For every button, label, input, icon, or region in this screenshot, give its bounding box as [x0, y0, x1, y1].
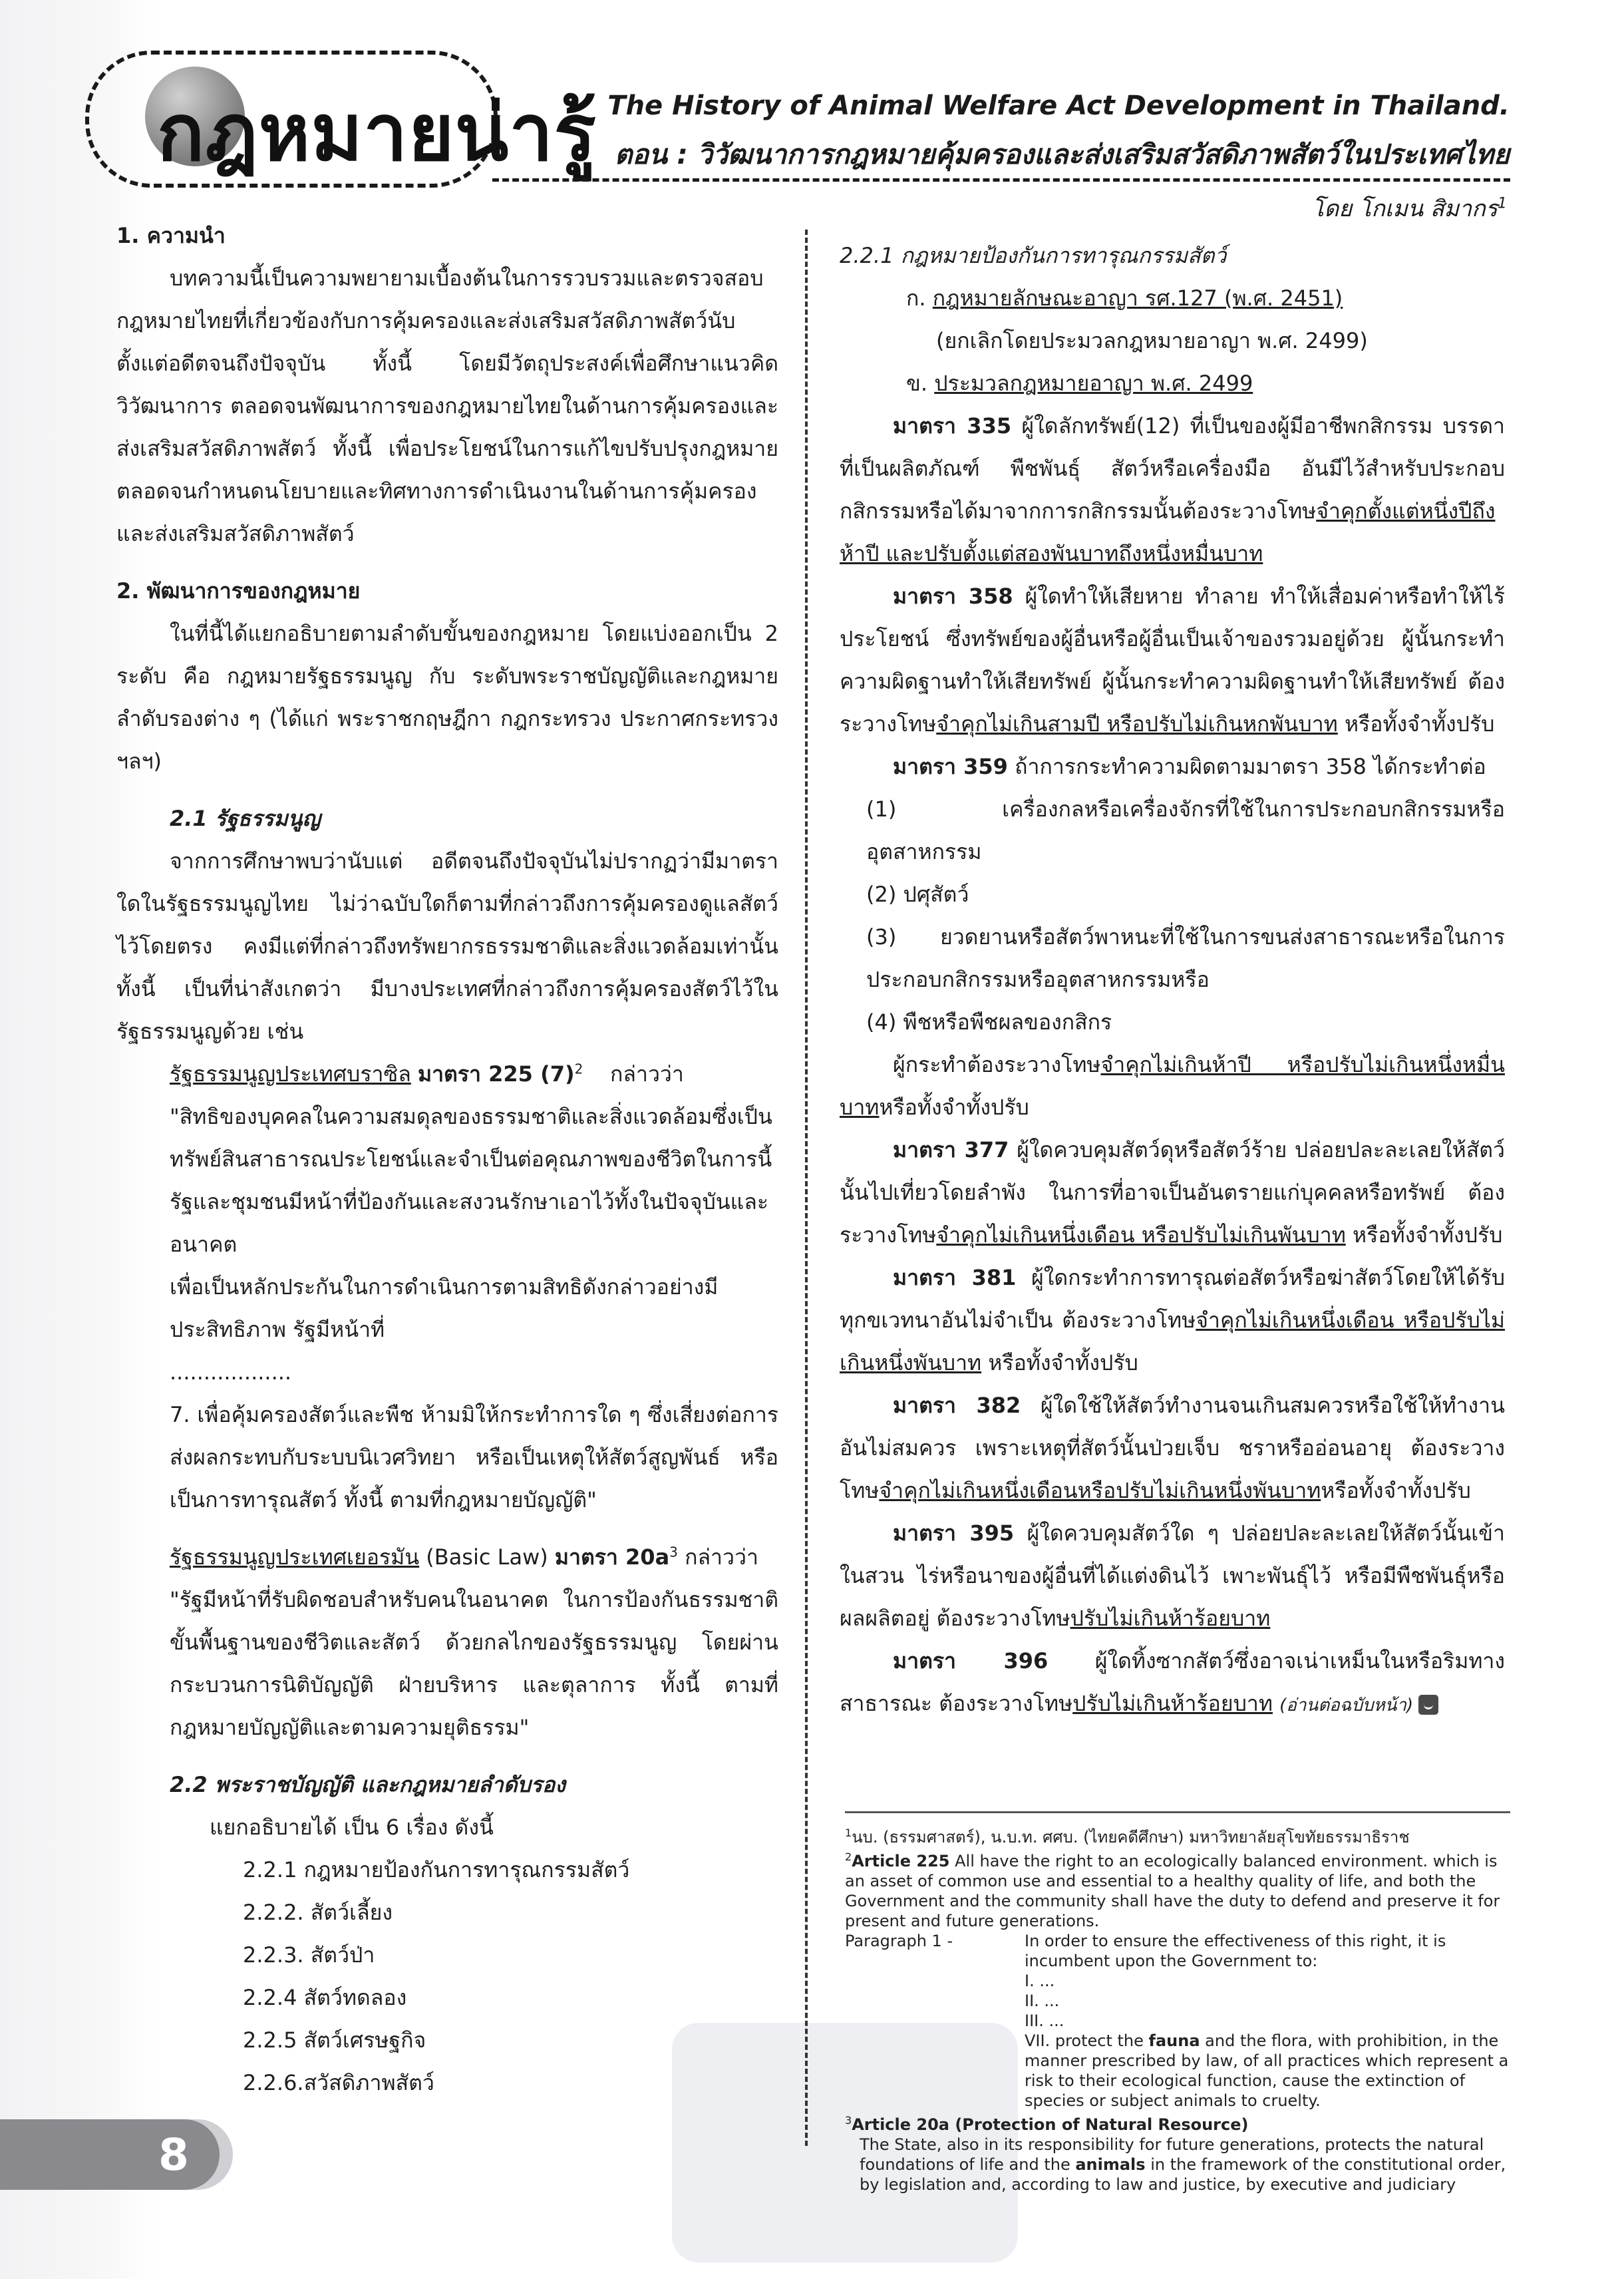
list-item: (1) เครื่องกลหรือเครื่องจักรที่ใช้ในการประกอบกสิกรรมหรืออุตสาหกรรม — [866, 796, 1505, 864]
law-title: ประมวลกฎหมายอาญา พ.ศ. 2499 — [934, 371, 1253, 396]
article-title-th: ตอน : วิวัฒนาการกฎหมายคุ้มครองและส่งเสริมสวัสดิภาพสัตว์ในประเทศไทย — [614, 138, 1510, 170]
article-text: ผู้ใดลักทรัพย์(12) ที่เป็นของผู้มีอาชีพกสิกรรม บรรดาที่เป็นผลิตภัณฑ์ พืชพันธุ์ สัตว์หรือเครื่องมือ อันมีไว้สำหรับประกอบกสิกรรมหรือได้มาจากการกสิกรรมนั้นต้องระวางโทษ — [840, 413, 1505, 524]
column-divider — [805, 230, 808, 2146]
section-358 — [840, 575, 1505, 745]
law-title: กฎหมายลักษณะอาญา รศ.127 (พ.ศ. 2451) — [932, 285, 1343, 311]
footnote-text: in the framework of the constitutional order, by legislation and, according to law and justice, by executive and judiciary — [860, 2155, 1506, 2194]
page-number: 8 — [158, 2129, 189, 2181]
article-text: ผู้ใดทำให้เสียหาย ทำลาย ทำให้เสื่อมค่าหรือทำให้ไร้ประโยชน์ ซึ่งทรัพย์ของผู้อื่นหรือผู้อื่นเป็นเจ้าของรวมอยู่ด้วย ผู้นั้นกระทำความผิดฐานทำให้เสียทรัพย์ ผู้นั้นกระทำความผิดฐานทำให้เสียทรัพย์ ต้องระวางโทษ — [840, 584, 1505, 737]
quote-paragraph: "สิทธิของบุคคลในความสมดุลของธรรมชาติและสิ่งแวดล้อมซึ่งเป็นทรัพย์สินสาธารณประโยชน์และจำเป็นต่อคุณภาพของชีวิตในการนี้ รัฐและชุมชนมีหน้าที่ป้องกันและสงวนรักษาเอาไว้ทั้งในปัจจุบันและอนาคต — [170, 1104, 772, 1257]
byline-footnote-mark: 1 — [1498, 195, 1507, 212]
article-text: หรือทั้งจำทั้งปรับ — [1337, 711, 1495, 737]
constitution-citation-germany — [116, 1536, 778, 1578]
footnote-list-item: II. ... — [1025, 1992, 1060, 2010]
article-text: ผู้กระทำต้องระวางโทษ — [893, 1052, 1101, 1077]
list-item: 2.2.6.สวัสดิภาพสัตว์ — [243, 2070, 434, 2095]
footnote-text: The State, also in its responsibility for future generations, protects the natural foundations of life and the — [860, 2135, 1484, 2174]
section-382 — [840, 1384, 1505, 1512]
article-text: หรือทั้งจำทั้งปรับ — [1321, 1478, 1471, 1503]
citation-said: กล่าวว่า — [610, 1061, 684, 1087]
section-396 — [840, 1640, 1505, 1727]
footnote-text: All have the right to an ecologically balanced environment. which is an asset of common use and essential to a healthy quality of life, and both the Government and the community shall have the duty to defend and preserve it for present and future generations. — [845, 1852, 1500, 1930]
section-359-penalty — [840, 1043, 1505, 1129]
penalty-text: จำคุกไม่เกินหนึ่งเดือน หรือปรับไม่เกินหนึ่งพันบาท — [840, 1308, 1505, 1375]
citation-basic-law: (Basic Law) — [426, 1544, 548, 1570]
quote-paragraph: "รัฐมีหน้าที่รับผิดชอบสำหรับคนในอนาคต ในการป้องกันธรรมชาติขั้นพื้นฐานของชีวิตและสัตว์ ด้วยกลไกของรัฐธรรมนูญ โดยผ่านกระบวนการนิติบัญญัติ ฝ่ายบริหาร และตุลาการ ทั้งนี้ ตามที่กฎหมายบัญญัติและตามความยุติธรรม" — [170, 1587, 778, 1740]
footnote-mark: 3 — [845, 2114, 852, 2127]
subsection-heading: 2.2.1 กฎหมายป้องกันการทารุณกรรมสัตว์ — [840, 243, 1227, 268]
quote-paragraph: เพื่อเป็นหลักประกันในการดำเนินการตามสิทธิดังกล่าวอย่างมีประสิทธิภาพ รัฐมีหน้าที่ — [170, 1274, 719, 1342]
section-badge-title: กฎหมายน่ารู้ — [157, 87, 597, 178]
paragraph: ในที่นี้ได้แยกอธิบายตามลำดับขั้นของกฎหมาย โดยแบ่งออกเป็น 2 ระดับ คือ กฎหมายรัฐธรรมนูญ กับ ระดับพระราชบัญญัติและกฎหมายลำดับรองต่าง ๆ (ได้แก่ พระราชกฤษฎีกา กฎกระทรวง ประกาศกระทรวง ฯลฯ) — [116, 621, 778, 774]
section-335 — [840, 405, 1505, 575]
penalty-text: จำคุกตั้งแต่หนึ่งปีถึงห้าปี และปรับตั้งแต่สองพันบาทถึงหนึ่งหมื่นบาท — [840, 498, 1496, 566]
footnote-list-item: I. ... — [1025, 1972, 1055, 1990]
list-item: 2.2.2. สัตว์เลี้ยง — [243, 1900, 393, 1925]
list-item: 2.2.3. สัตว์ป่า — [243, 1942, 375, 1968]
article-number: มาตรา 381 — [893, 1265, 1017, 1290]
continued-note: (อ่านต่อฉบับหน้า) — [1279, 1695, 1414, 1715]
citation-name: รัฐธรรมนูญประเทศบราซิล — [170, 1061, 411, 1087]
list-item: (4) พืชหรือพืชผลของกสิกร — [866, 1009, 1112, 1035]
section-heading: 2. พัฒนาการของกฎหมาย — [116, 578, 361, 604]
citation-said: กล่าวว่า — [685, 1544, 758, 1570]
penalty-text: จำคุกไม่เกินหนึ่งเดือน หรือปรับไม่เกินพันบาท — [936, 1222, 1346, 1248]
article-text: ถ้าการกระทำความผิดตามมาตรา 358 ได้กระทำต่อ — [1015, 754, 1486, 779]
article-number: มาตรา 358 — [893, 584, 1013, 609]
paragraph: จากการศึกษาพบว่านับแต่ อดีตจนถึงปัจจุบันไม่ปรากฏว่ามีมาตราใดในรัฐธรรมนูญไทย ไม่ว่าฉบับใดก็ตามที่กล่าวถึงการคุ้มครองดูแลสัตว์ไว้โดยตรง คงมีแต่ที่กล่าวถึงทรัพยากรธรรมชาติและสิ่งแวดล้อมเท่านั้น ทั้งนี้ เป็นที่น่าสังเกตว่า มีบางประเทศที่กล่าวถึงการคุ้มครองสัตว์ไว้ในรัฐธรรมนูญด้วย เช่น — [116, 848, 778, 1044]
right-column — [840, 234, 1505, 1727]
citation-article: มาตรา 20a — [554, 1544, 670, 1570]
footnote-3-body — [845, 2135, 1510, 2194]
header-dashed-rule — [492, 178, 1510, 182]
author-byline — [1312, 190, 1507, 226]
list-item: 2.2.4 สัตว์ทดลอง — [243, 1985, 407, 2010]
footnote-text: and the flora, with prohibition, in the manner prescribed by law, of all practices which represent a risk to their ecological function, cause the extinction of species or subject animals to cruelty. — [1025, 2031, 1509, 2110]
paragraph: บทความนี้เป็นความพยายามเบื้องต้นในการรวบรวมและตรวจสอบกฎหมายไทยที่เกี่ยวข้องกับการคุ้มครองและส่งเสริมสวัสดิภาพสัตว์นับตั้งแต่อดีตจนถึงปัจจุบัน ทั้งนี้ โดยมีวัตถุประสงค์เพื่อศึกษาแนวคิดวิวัฒนาการ ตลอดจนพัฒนาการของกฎหมายไทยในด้านการคุ้มครองและส่งเสริมสวัสดิภาพสัตว์ ทั้งนี้ เพื่อประโยชน์ในการแก้ไขปรับปรุงกฎหมาย ตลอดจนกำหนดนโยบายและทิศทางการดำเนินงานในด้านการคุ้มครองและส่งเสริมสวัสดิภาพสัตว์ — [116, 265, 778, 546]
footnote-text: VII. protect the — [1025, 2031, 1149, 2050]
penalty-text: จำคุกไม่เกินหนึ่งเดือนหรือปรับไม่เกินหนึ่งพันบาท — [879, 1478, 1321, 1503]
footnote-heading: Article 225 — [852, 1852, 950, 1870]
article-text: หรือทั้งจำทั้งปรับ — [981, 1350, 1138, 1375]
section-heading: 1. ความนำ — [116, 223, 226, 248]
article-text: ผู้ใดใช้ให้สัตว์ทำงานจนเกินสมควรหรือใช้ให้ทำงานอันไม่สมควร เพราะเหตุที่สัตว์นั้นป่วยเจ็บ ชราหรืออ่อนอายุ ต้องระวางโทษ — [840, 1393, 1506, 1503]
law-label: ข. — [906, 371, 928, 396]
article-text: ผู้ใดกระทำการทารุณต่อสัตว์หรือฆ่าสัตว์โดยให้ได้รับทุกขเวทนาอันไม่จำเป็น ต้องระวางโทษ — [840, 1265, 1506, 1333]
footnote-2 — [845, 1847, 1510, 1931]
footnote-list-item-vii — [845, 2031, 1510, 2111]
list-item: 2.2.5 สัตว์เศรษฐกิจ — [243, 2027, 426, 2053]
subsection-heading: 2.1 รัฐธรรมนูญ — [170, 806, 321, 831]
footnote-rule — [845, 1811, 1510, 1813]
article-number: มาตรา 377 — [893, 1137, 1009, 1162]
section-359 — [840, 745, 1505, 788]
citation-article: มาตรา 225 (7) — [417, 1061, 575, 1087]
footnote-list-item: III. ... — [1025, 2012, 1064, 2030]
footnote-mark: 1 — [845, 1827, 852, 1839]
paragraph: แยกอธิบายได้ เป็น 6 เรื่อง ดังนี้ — [210, 1815, 494, 1840]
footnote-emphasis: fauna — [1148, 2031, 1200, 2050]
law-item — [840, 362, 1505, 405]
footnote-mark: 3 — [669, 1544, 678, 1560]
article-text: หรือทั้งจำทั้งปรับ — [1345, 1222, 1503, 1248]
penalty-text: จำคุกไม่เกินห้าปี หรือปรับไม่เกินหนึ่งหมื่นบาท — [840, 1052, 1505, 1120]
footnote-paragraph-block — [845, 1931, 1510, 1971]
section-377 — [840, 1129, 1505, 1256]
law-note: (ยกเลิกโดยประมวลกฎหมายอาญา พ.ศ. 2499) — [936, 328, 1368, 353]
section-395 — [840, 1512, 1505, 1640]
author-name: โดย โกเมน สิมากร — [1311, 196, 1498, 222]
list-item: (3) ยวดยานหรือสัตว์พาหนะที่ใช้ในการขนส่งสาธารณะหรือในการประกอบกสิกรรมหรืออุตสาหกรรมหรือ — [866, 924, 1505, 992]
article-text: ผู้ใดควบคุมสัตว์ใด ๆ ปล่อยปละละเลยให้สัตว์นั้นเข้าในสวน ไร่หรือนาของผู้อื่นที่ได้แต่งดินไว้ เพาะพันธุ์ไว้ หรือมีพืชพันธุ์หรือผลผลิตอยู่ ต้องระวางโทษ — [840, 1520, 1506, 1631]
article-number: มาตรา 395 — [893, 1520, 1015, 1546]
footnote-heading: Article 20a (Protection of Natural Resource) — [852, 2115, 1249, 2134]
law-label: ก. — [906, 285, 926, 311]
subsection-heading: 2.2 พระราชบัญญัติ และกฎหมายลำดับรอง — [170, 1772, 566, 1797]
penalty-text: ปรับไม่เกินห้าร้อยบาท — [1072, 1691, 1273, 1716]
list-item: 2.2.1 กฎหมายป้องกันการทารุณกรรมสัตว์ — [243, 1857, 630, 1882]
constitution-citation-brazil — [116, 1053, 778, 1095]
footnote-mark: 2 — [574, 1061, 583, 1077]
paragraph-text: In order to ensure the effectiveness of this right, it is incumbent upon the Government to: — [1025, 1932, 1446, 1970]
article-text: ผู้ใดทิ้งซากสัตว์ซึ่งอาจเน่าเหม็นในหรือริมทางสาธารณะ ต้องระวางโทษ — [840, 1648, 1506, 1716]
ellipsis-line: .................. — [170, 1359, 292, 1385]
penalty-text: จำคุกไม่เกินสามปี หรือปรับไม่เกินหกพันบาท — [936, 711, 1338, 737]
section-381 — [840, 1256, 1505, 1384]
list-item: (2) ปศุสัตว์ — [866, 882, 969, 907]
article-number: มาตรา 359 — [893, 754, 1008, 779]
law-item — [840, 277, 1505, 319]
article-number: มาตรา 396 — [893, 1648, 1049, 1673]
article-number: มาตรา 335 — [893, 413, 1012, 438]
footnote-emphasis: animals — [1075, 2155, 1146, 2174]
quote-paragraph: 7. เพื่อคุ้มครองสัตว์และพืช ห้ามมิให้กระทำการใด ๆ ซึ่งเสี่ยงต่อการส่งผลกระทบกับระบบนิเวศวิทยา หรือเป็นเหตุให้สัตว์สูญพันธ์ หรือเป็นการทารุณสัตว์ ทั้งนี้ ตามที่กฎหมายบัญญัติ" — [170, 1402, 778, 1512]
article-number: มาตรา 382 — [893, 1393, 1021, 1418]
footnote-text: นบ. (ธรรมศาสตร์), น.บ.ท. ศศบ. (ไทยคดีศึกษา) มหาวิทยาลัยสุโขทัยธรรมาธิราช — [852, 1828, 1410, 1846]
paragraph-label: Paragraph 1 - — [845, 1932, 953, 1950]
footnote-3 — [845, 2111, 1510, 2135]
article-title-en: The History of Animal Welfare Act Development in Thailand. — [607, 90, 1510, 121]
left-column — [116, 214, 778, 2104]
article-text: ผู้ใดควบคุมสัตว์ดุหรือสัตว์ร้าย ปล่อยปละละเลยให้สัตว์นั้นไปเที่ยวโดยลำพัง ในการที่อาจเป็นอันตรายแก่บุคคลหรือทรัพย์ ต้องระวางโทษ — [840, 1137, 1506, 1248]
continued-icon — [1418, 1695, 1438, 1715]
footnote-mark: 2 — [845, 1850, 852, 1863]
penalty-text: ปรับไม่เกินห้าร้อยบาท — [1070, 1606, 1271, 1631]
citation-name: รัฐธรรมนูญประเทศเยอรมัน — [170, 1544, 420, 1570]
footnote-1 — [845, 1823, 1510, 1847]
footnotes — [845, 1823, 1510, 2194]
article-text: หรือทั้งจำทั้งปรับ — [879, 1095, 1029, 1120]
